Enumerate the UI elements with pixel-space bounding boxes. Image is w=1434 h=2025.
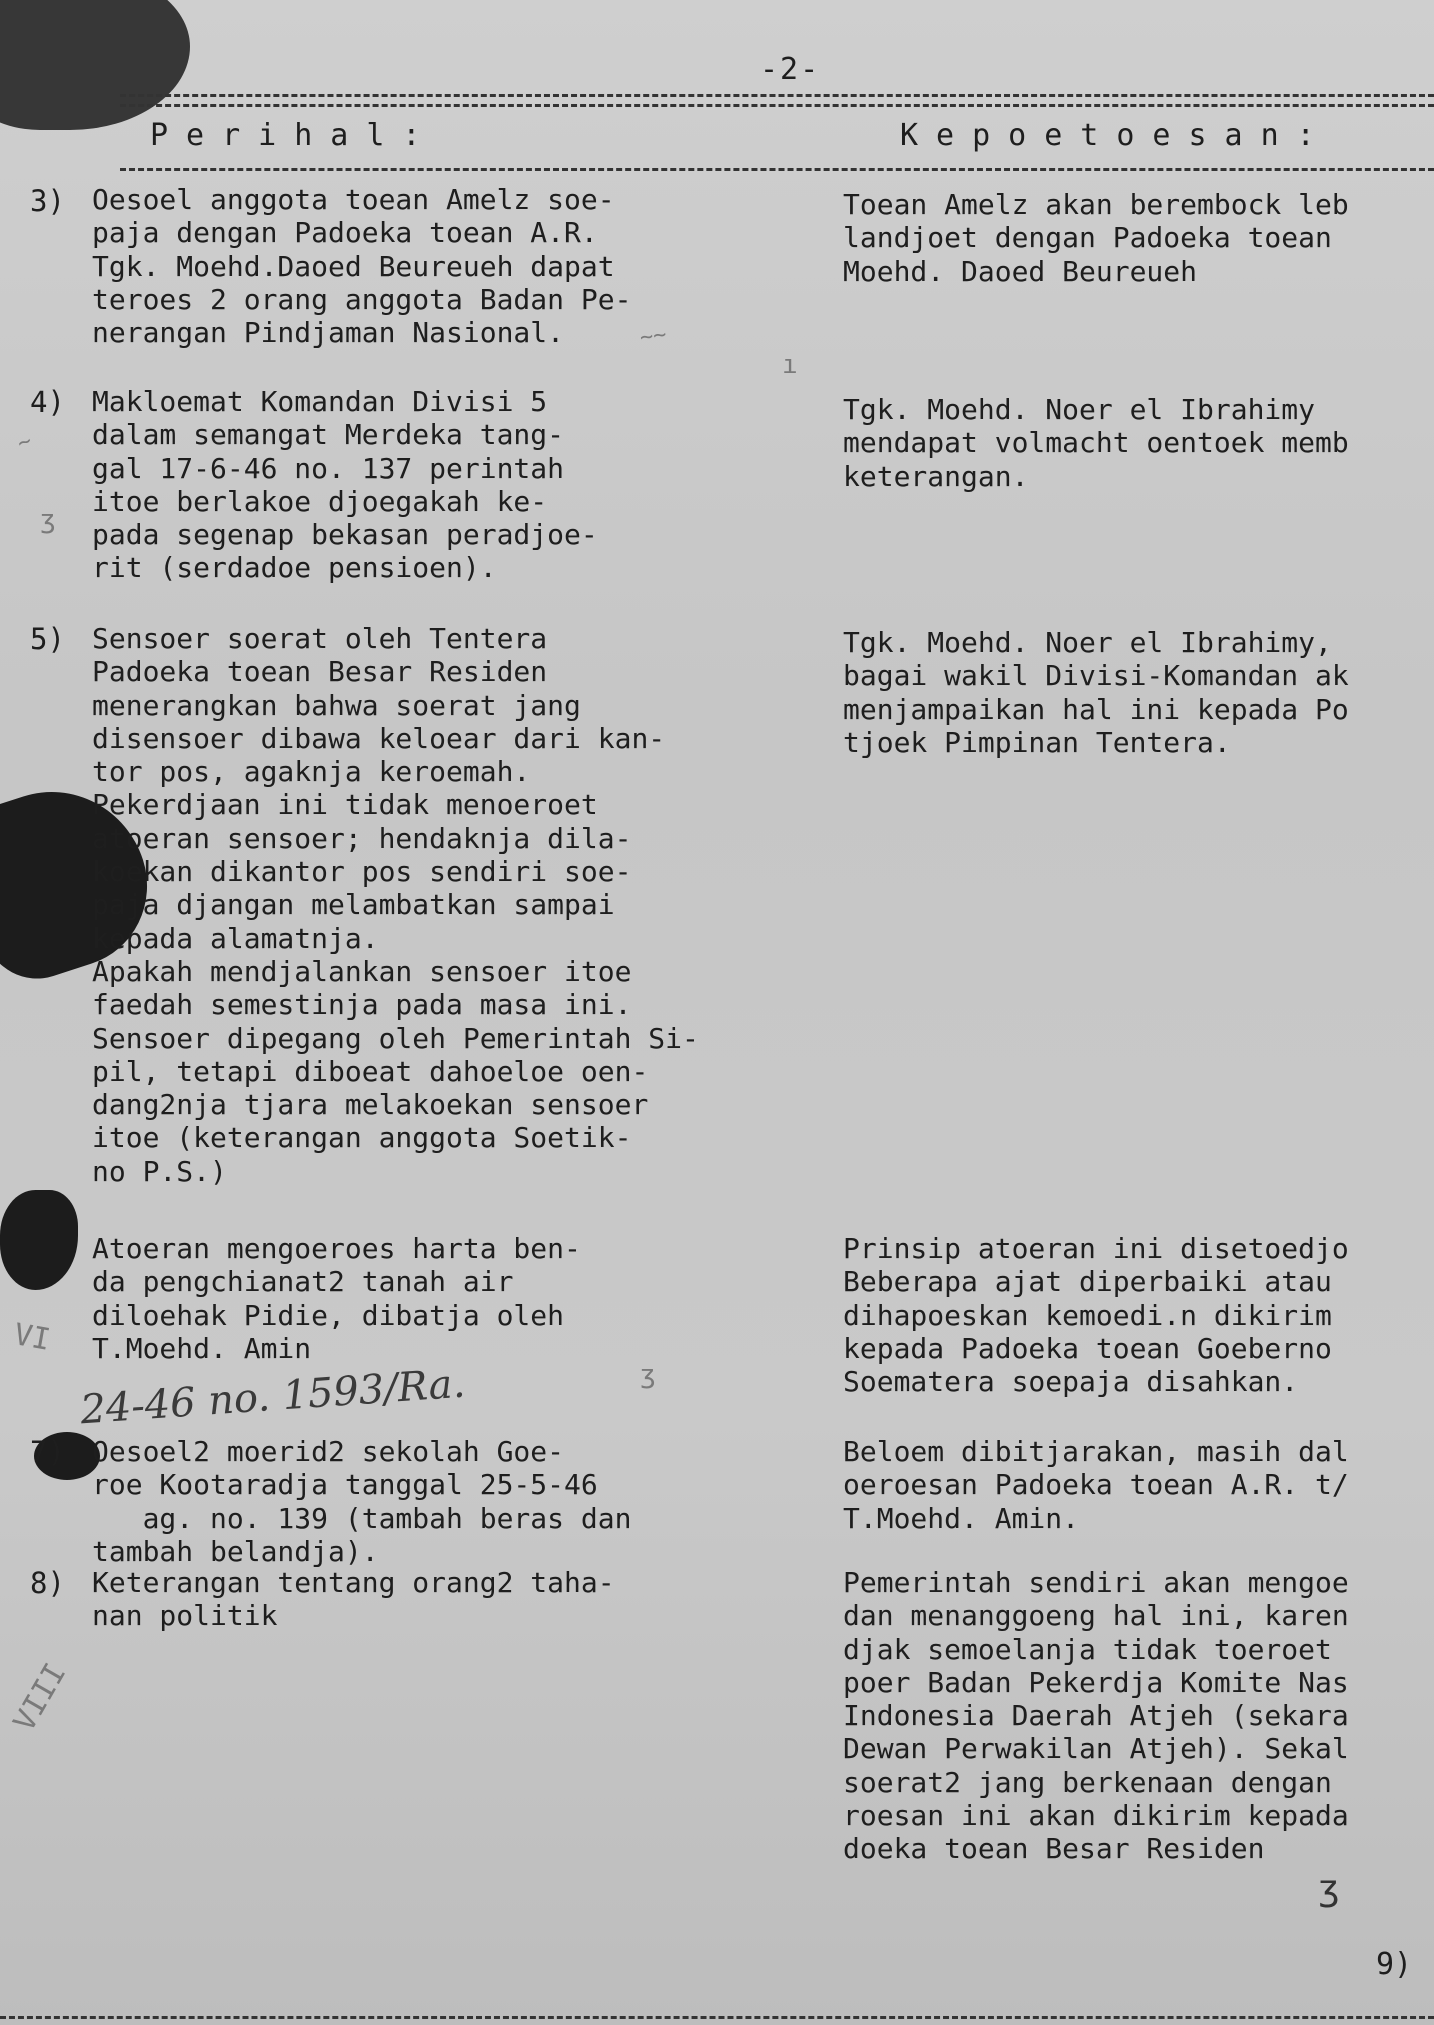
footer-rule [0, 2016, 1434, 2019]
pencil-scribble: ~ [14, 428, 36, 457]
item-decision: Prinsip atoeran ini disetoedjo Beberapa ajat diperbaiki atau dihapoeskan kemoedi.n dikirim kepada Padoeka toean Goeberno Soematera soepaja disahkan. [843, 1232, 1349, 1399]
item-subject: Atoeran mengoeroes harta ben- da pengchianat2 tanah air diloehak Pidie, dibatja oleh T.Moehd. Amin [92, 1232, 581, 1365]
item-subject: Keterangan tentang orang2 taha- nan politik [92, 1566, 615, 1633]
item-subject: Oesoel anggota toean Amelz soe- paja dengan Padoeka toean A.R. Tgk. Moehd.Daoed Beureueh dapat teroes 2 orang anggota Badan Pe- nerangan Pindjaman Nasional. [92, 183, 632, 350]
handwritten-reference: 24-46 no. 1593/Ra. [78, 1360, 467, 1434]
column-header-perihal: Perihal: [150, 118, 439, 153]
item-subject: Makloemat Komandan Divisi 5 dalam semangat Merdeka tang- gal 17-6-46 no. 137 perintah itoe berlakoe djoegakah ke- pada segenap bekasan peradjoe- rit (serdadoe pensioen). [92, 385, 598, 585]
item-number: 5) [30, 622, 65, 656]
pencil-mark: ı [782, 350, 798, 380]
item-decision: Toean Amelz akan berembock leb landjoet dengan Padoeka toean Moehd. Daoed Beureueh [843, 188, 1349, 288]
pencil-mark: ʒ [640, 1360, 656, 1390]
item-decision: Tgk. Moehd. Noer el Ibrahimy, bagai wakil Divisi-Komandan ak menjampaikan hal ini kepada Po tjoek Pimpinan Tentera. [843, 626, 1349, 759]
item-number: 7) [30, 1435, 65, 1469]
roman-numeral-mark: VIII [6, 1657, 74, 1738]
item-number: 8) [30, 1566, 65, 1600]
ink-stain [0, 0, 190, 130]
roman-numeral-mark: VI [11, 1317, 53, 1358]
pencil-mark: ʒ [40, 505, 56, 535]
pencil-scribble: ~~ [638, 322, 669, 351]
item-subject: Sensoer soerat oleh Tentera Padoeka toean Besar Residen menerangkan bahwa soerat jang disensoer dibawa keloear dari kan- tor pos, agaknja keroemah. Pekerdjaan ini tidak menoeroet atoeran sensoer; hendaknja dila- koekan dikantor pos sendiri soe- paja djangan melambatkan sampai kepada alamatnja. Apakah mendjalankan sensoer itoe faedah semestinja pada masa ini. Sensoer dipegang oleh Pemerintah Si- pil, tetapi diboeat dahoeloe oen- dang2nja tjara melakoekan sensoer itoe (keterangan anggota Soetik- no P.S.) [92, 622, 699, 1188]
header-rule-top-2 [120, 104, 1434, 107]
item-subject: Oesoel2 moerid2 sekolah Goe- roe Kootaradja tanggal 25-5-46 ag. no. 139 (tambah beras dan tambah belandja). [92, 1435, 632, 1568]
item-decision: Pemerintah sendiri akan mengoe dan menanggoeng hal ini, karen djak semoelanja tidak toeroet poer Badan Pekerdja Komite Nas Indonesia Daerah Atjeh (sekara Dewan Perwakilan Atjeh). Sekal soerat2 jang berkenaan dengan roesan ini akan dikirim kepada doeka toean Besar Residen [843, 1566, 1349, 1866]
page-number: -2- [760, 52, 821, 87]
item-decision: Tgk. Moehd. Noer el Ibrahimy mendapat volmacht oentoek memb keterangan. [843, 393, 1349, 493]
item-decision: Beloem dibitjarakan, masih dal oeroesan Padoeka toean A.R. t/ T.Moehd. Amin. [843, 1435, 1349, 1535]
item-number: 4) [30, 385, 65, 419]
header-rule-top [120, 94, 1434, 97]
item-number: 3) [30, 184, 65, 218]
header-rule-bottom [120, 168, 1434, 171]
column-header-kepoetoesan: Kepoetoesan: [900, 118, 1333, 153]
pencil-mark: ʒ [1318, 1868, 1340, 1909]
next-item-number: 9) [1376, 1947, 1413, 1982]
